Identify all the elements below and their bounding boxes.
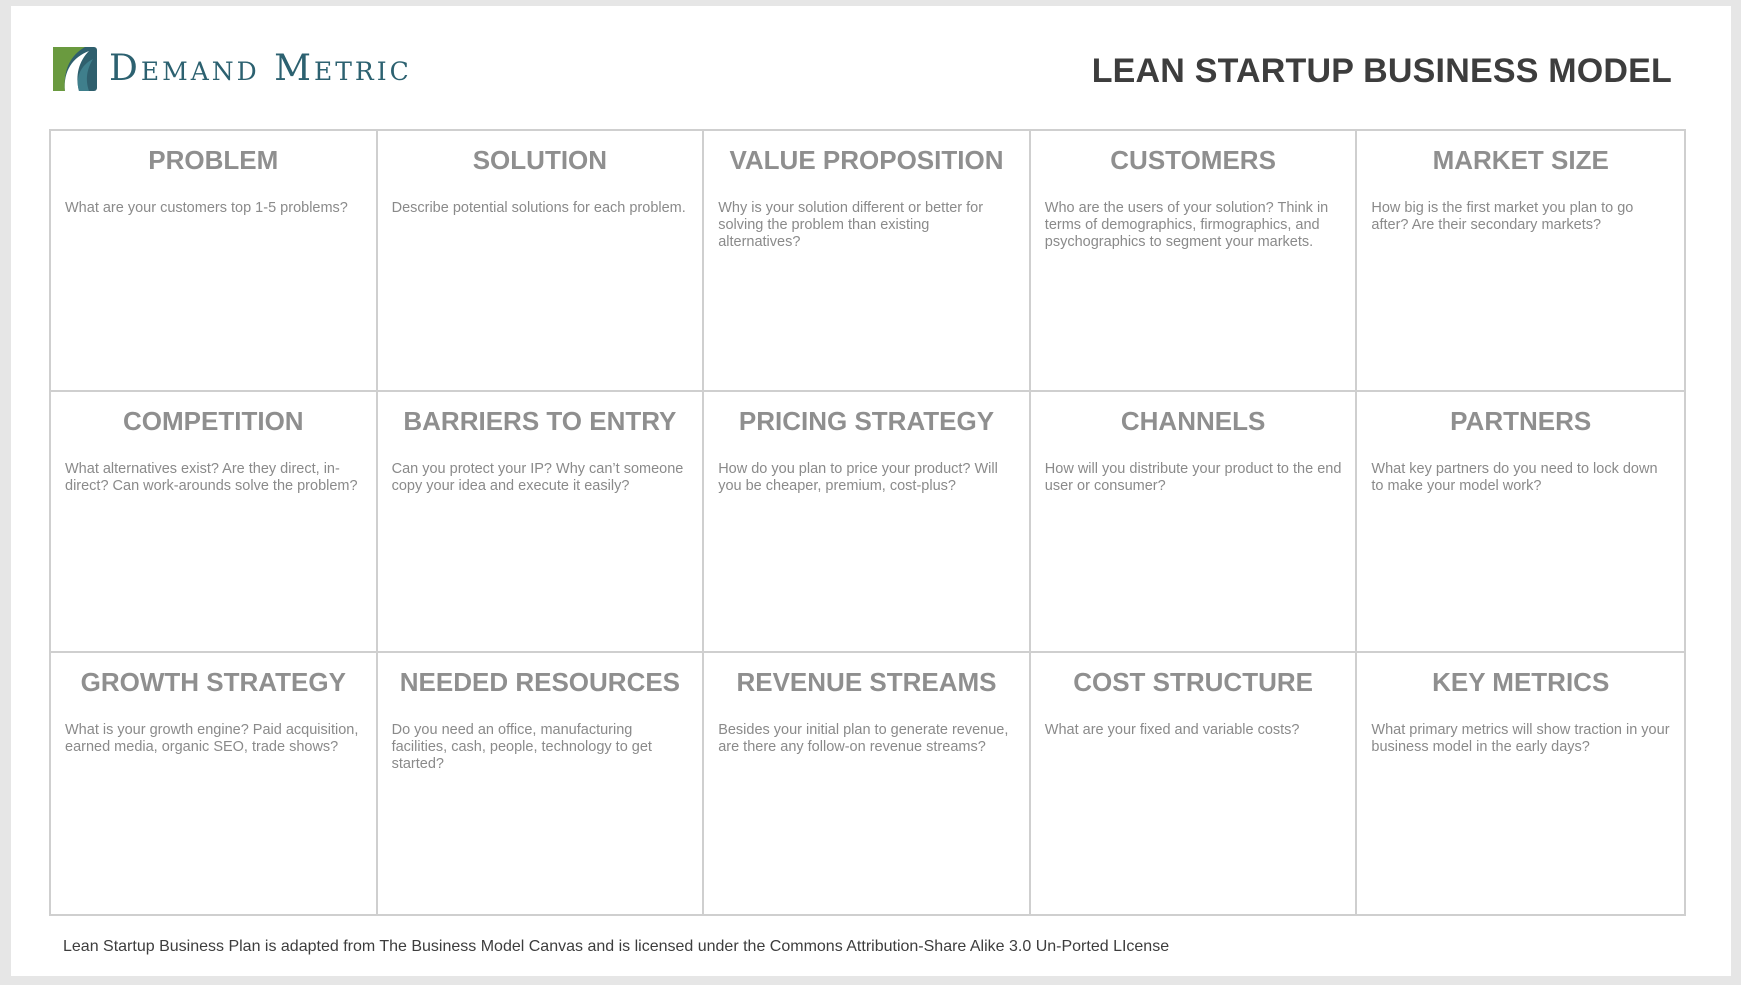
cell-title: GROWTH STRATEGY [80,667,346,697]
cell-description: Describe potential solutions for each problem. [391,200,686,217]
cell-description: Besides your initial plan to generate revenue, are there any follow-on revenue streams? [718,722,1009,756]
cell-description: What key partners do you need to lock down to make your model work? [1371,461,1658,495]
cell-title: NEEDED RESOURCES [399,667,681,697]
cell-description: Why is your solution different or better for solving the problem than existing alternatives? [718,200,984,251]
cell-description: What are your customers top 1-5 problems? [65,200,348,217]
logo-mark-icon [53,47,97,91]
cell-partners[interactable] [1357,392,1684,653]
cell-description: How do you plan to price your product? Will you be cheaper, premium, cost-plus? [718,461,998,495]
cell-title: COMPETITION [123,406,304,436]
cell-problem[interactable] [51,131,378,392]
brand-name: Demand Metric [109,48,412,89]
cell-title: VALUE PROPOSITION [729,145,1004,175]
license-footer: Lean Startup Business Plan is adapted from The Business Model Canvas and is licensed under the Commons Attribution-Share Alike 3.0 Un-Ported LIcense [63,938,1170,955]
cell-growth-strategy[interactable] [51,653,378,914]
cell-barriers-to-entry[interactable] [378,392,705,653]
cell-description: What is your growth engine? Paid acquisition, earned media, organic SEO, trade shows? [65,722,359,756]
cell-description: Can you protect your IP? Why can’t someone copy your idea and execute it easily? [391,461,684,495]
cell-title: CHANNELS [1120,406,1266,436]
cell-value-proposition[interactable] [704,131,1031,392]
cell-title: PRICING STRATEGY [738,406,995,436]
cell-title: CUSTOMERS [1110,145,1276,175]
cell-description: What are your fixed and variable costs? [1044,722,1300,739]
demand-metric-logo [53,46,412,92]
cell-title: KEY METRICS [1432,667,1610,697]
cell-solution[interactable] [378,131,705,392]
cell-title: MARKET SIZE [1432,145,1609,175]
cell-description: Do you need an office, manufacturing facilities, cash, people, technology to get started? [391,722,652,773]
cell-description: What primary metrics will show traction in your business model in the early days? [1371,722,1670,756]
page-title: LEAN STARTUP BUSINESS MODEL [1091,52,1672,90]
cell-key-metrics[interactable] [1357,653,1684,914]
cell-description: How will you distribute your product to the end user or consumer? [1044,461,1342,495]
cell-competition[interactable] [51,392,378,653]
cell-title: SOLUTION [472,145,608,175]
cell-title: REVENUE STREAMS [736,667,997,697]
cell-needed-resources[interactable] [378,653,705,914]
cell-title: COST STRUCTURE [1073,667,1313,697]
business-model-grid [49,129,1686,916]
cell-revenue-streams[interactable] [704,653,1031,914]
cell-title: PARTNERS [1450,406,1592,436]
cell-channels[interactable] [1031,392,1358,653]
cell-description: How big is the first market you plan to go after? Are their secondary markets? [1371,200,1634,234]
cell-title: PROBLEM [148,145,279,175]
cell-description: What alternatives exist? Are they direct, in-direct? Can work-arounds solve the problem? [65,461,358,495]
cell-description: Who are the users of your solution? Think in terms of demographics, firmographics, and psychographics to segment your markets. [1044,200,1329,251]
cell-pricing-strategy[interactable] [704,392,1031,653]
cell-cost-structure[interactable] [1031,653,1358,914]
cell-customers[interactable] [1031,131,1358,392]
cell-market-size[interactable] [1357,131,1684,392]
cell-title: BARRIERS TO ENTRY [403,406,677,436]
document-page [11,6,1731,976]
